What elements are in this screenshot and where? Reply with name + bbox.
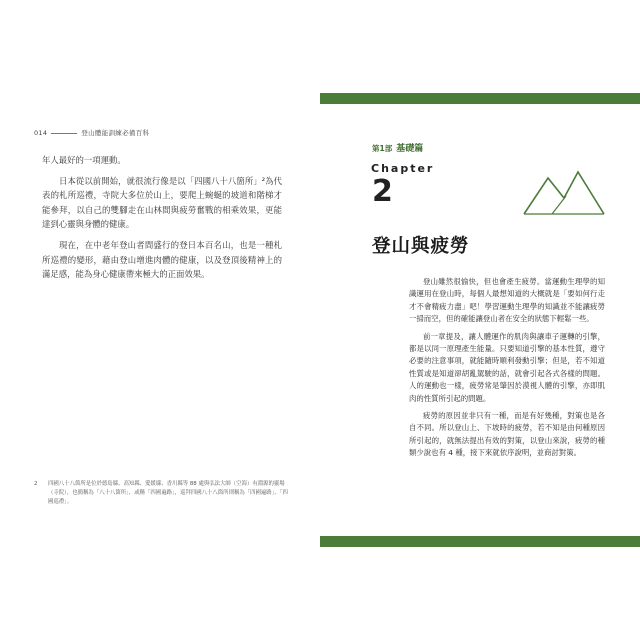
running-head-rule [51, 133, 77, 134]
part-title: 基礎篇 [396, 144, 424, 154]
chapter-word: Chapter [371, 162, 435, 175]
right-body-text [409, 276, 605, 465]
running-title: 登山體能訓練必備百科 [81, 129, 150, 137]
right-paragraph: 登山雖然很愉快，但也會產生疲勞。當運動生理學的知識運用在登山時，每個人最想知道的大概就是「要如何行走才不會精疲力盡」吧！學習運動生理學的知識並不能讓疲勞一掃而空，但的確能讓登山者在安全的狀態下輕鬆一些。 [409, 277, 605, 324]
page-number: 014 [34, 129, 48, 137]
chapter-number: 2 [372, 174, 393, 209]
left-paragraph: 日本從以前開始，就很流行像是以「四國八十八箇所」²為代表的札所巡禮，寺院大多位於山上，要爬上蜿蜒的坡道和階梯才能參拜，以自己的雙腳走在山林間與疲勞奮戰的相乘效果，更能達到心靈與身體的健康。 [42, 175, 282, 230]
chapter-title: 登山與疲勞 [372, 236, 470, 257]
right-page [320, 0, 640, 640]
bottom-green-band [320, 536, 640, 547]
part-number: 第1部 [372, 144, 393, 153]
mountain-peaks-icon [522, 168, 606, 218]
footnote [34, 480, 292, 507]
left-body-text [42, 153, 282, 288]
left-page [0, 0, 318, 640]
footnote-number: 2 [34, 481, 38, 487]
running-head [34, 128, 149, 137]
footnote-text: 四國八十八箇所是位於德島縣、高知縣、愛媛縣、香川縣等 88 處與弘法大師（空海）有淵源的靈場（寺院），也簡稱為「八十八箇所」，或稱「四國遍路」，巡拜四國八十八箇所則稱為「四國遍路」、「四國巡禮」。 [48, 481, 288, 505]
right-paragraph: 疲勞的原因並非只有一種，而是有好幾種，對策也是各自不同。所以登山上、下坡時的疲勞，若不知是由何種原因所引起的，就無法提出有效的對策，以登山來說，疲勞的種類少說也有 4 種，接下來就依序說明，並商討對策。 [409, 411, 605, 458]
left-paragraph: 年人最好的一項運動。 [42, 155, 126, 165]
left-paragraph: 現在，在中老年登山者間盛行的登日本百名山，也是一種札所巡禮的變形，藉由登山增進肉體的健康，以及登頂後精神上的滿足感，能為身心健康帶來極大的正面效果。 [42, 239, 282, 280]
right-paragraph: 前一章提及，讓人體運作的肌肉與讓車子運轉的引擎，都是以同一原理產生能量。只要知道引擎的基本性質，遵守必要的注意事項，就能隨時順利發動引擎；但是，若不知道性質或是知道卻胡亂駕駛的話，就會引起各式各樣的問題。人的運動也一樣，疲勞常是肇因於漠視人體的引擎，亦即肌肉的性質所引起的問題。 [409, 331, 605, 403]
top-green-band [320, 93, 640, 104]
part-label [372, 141, 423, 154]
